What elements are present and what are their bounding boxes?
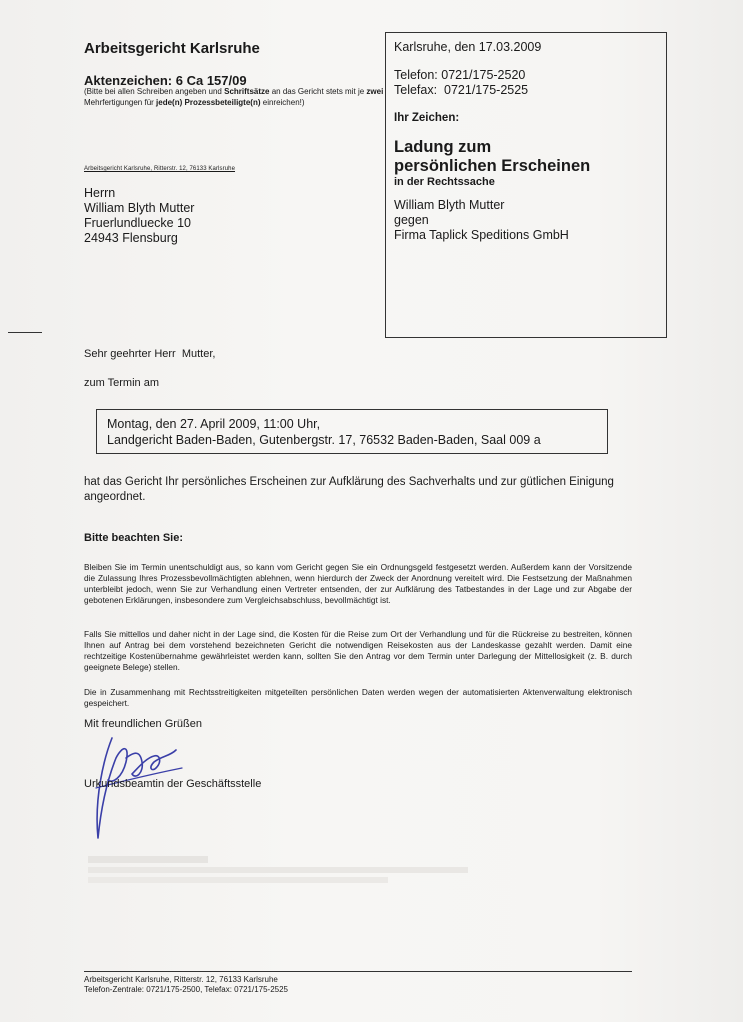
- paragraph-absence: Bleiben Sie im Termin unentschuldigt aus, so kann vom Gericht gegen Sie ein Ordnungsgeld festgesetzt werden. Außerdem kann der Vorsitzende die Zulassung Ihres Prozessbevollmächtigten ablehnen, wenn hierdurch der Zweck der Anordnung vereitelt wird. Die Festsetzung der Maßnahmen unterbleibt jedoch, wenn Sie zur Verhandlung einen Vertreter entsenden, der zur Aufklärung des Tatbestandes in der Lage und zur Abgabe der gebotenen Erklärungen, insbesondere zum Vergleichsabschluss, bevollmächtigt ist.: [84, 562, 632, 605]
- info-box: [385, 32, 667, 338]
- recipient-city: 24943 Flensburg: [84, 231, 178, 245]
- paragraph-data-storage: Die in Zusammenhang mit Rechtsstreitigkeiten mitgeteilten persönlichen Daten werden wegen der automatisierten Aktenverwaltung elektronisch gespeichert.: [84, 687, 632, 708]
- appointment-datetime: Montag, den 27. April 2009, 11:00 Uhr,: [107, 417, 321, 431]
- recipient-address: [84, 186, 194, 246]
- fold-mark: [8, 332, 42, 333]
- paragraph-travel-costs: Falls Sie mittellos und daher nicht in der Lage sind, die Kosten für die Reise zum Ort der Verhandlung und für die Rückreise zu bestreiten, können Ihnen auf Antrag bei dem vorstehend bezeichneten Gericht die notwendigen Reisekosten aus der Landeskasse gezahlt werden. Damit eine rechtzeitige Kostenübernahme gewährleistet werden kann, sollten Sie den Antrag vor dem Termin unter Darlegung der Mittellosigkeit (z. B. durch geeignete Belege) stellen.: [84, 629, 632, 672]
- filing-note: (Bitte bei allen Schreiben angeben und Schriftsätze an das Gericht stets mit je zwei Mehrfertigungen für jede(n) Prozessbeteiligte(n) einreichen!): [84, 87, 384, 107]
- ladung-title-line1: Ladung zum: [394, 138, 492, 156]
- appointment-location: Landgericht Baden-Baden, Gutenbergstr. 17, 76532 Baden-Baden, Saal 009 a: [107, 433, 541, 447]
- order-text: hat das Gericht Ihr persönliches Erscheinen zur Aufklärung des Sachverhalts und zur gütlichen Einigung angeordnet.: [84, 476, 614, 503]
- contact-numbers: [394, 68, 658, 98]
- party-plaintiff: William Blyth Mutter: [394, 198, 505, 212]
- greeting: Sehr geehrter Herr Mutter,: [84, 348, 216, 360]
- telefon: Telefon: 0721/175-2520: [394, 68, 526, 82]
- footer-phone: Telefon-Zentrale: 0721/175-2500, Telefax: 0721/175-2525: [84, 985, 289, 994]
- aktenzeichen: Aktenzeichen: 6 Ca 157/09: [84, 73, 247, 88]
- footer-divider: [84, 971, 632, 972]
- appointment-box: [96, 409, 608, 454]
- recipient-street: Fruerlundluecke 10: [84, 216, 192, 230]
- termin-intro: zum Termin am: [84, 377, 159, 389]
- bleed-through-text: [88, 856, 508, 883]
- place-date: Karlsruhe, den 17.03.2009: [394, 40, 542, 54]
- notice-heading: Bitte beachten Sie:: [84, 532, 184, 544]
- recipient-name: William Blyth Mutter: [84, 201, 195, 215]
- rechtssache-label: in der Rechtssache: [394, 176, 495, 188]
- court-name: Arbeitsgericht Karlsruhe: [84, 40, 260, 57]
- parties: [394, 198, 658, 243]
- official-title: Urkundsbeamtin der Geschäftsstelle: [84, 778, 262, 790]
- return-address: Arbeitsgericht Karlsruhe, Ritterstr. 12, 76133 Karlsruhe: [84, 166, 236, 172]
- closing: Mit freundlichen Grüßen: [84, 718, 202, 730]
- ladung-title-line2: persönlichen Erscheinen: [394, 157, 591, 175]
- footer-address: Arbeitsgericht Karlsruhe, Ritterstr. 12, 76133 Karlsruhe: [84, 975, 278, 984]
- party-defendant: Firma Taplick Speditions GmbH: [394, 228, 569, 242]
- recipient-salutation: Herrn: [84, 186, 116, 200]
- gegen-label: gegen: [394, 213, 429, 227]
- ihr-zeichen: Ihr Zeichen:: [394, 112, 460, 124]
- telefax: Telefax: 0721/175-2525: [394, 83, 529, 97]
- footer: [84, 975, 288, 995]
- ladung-title: [394, 138, 658, 176]
